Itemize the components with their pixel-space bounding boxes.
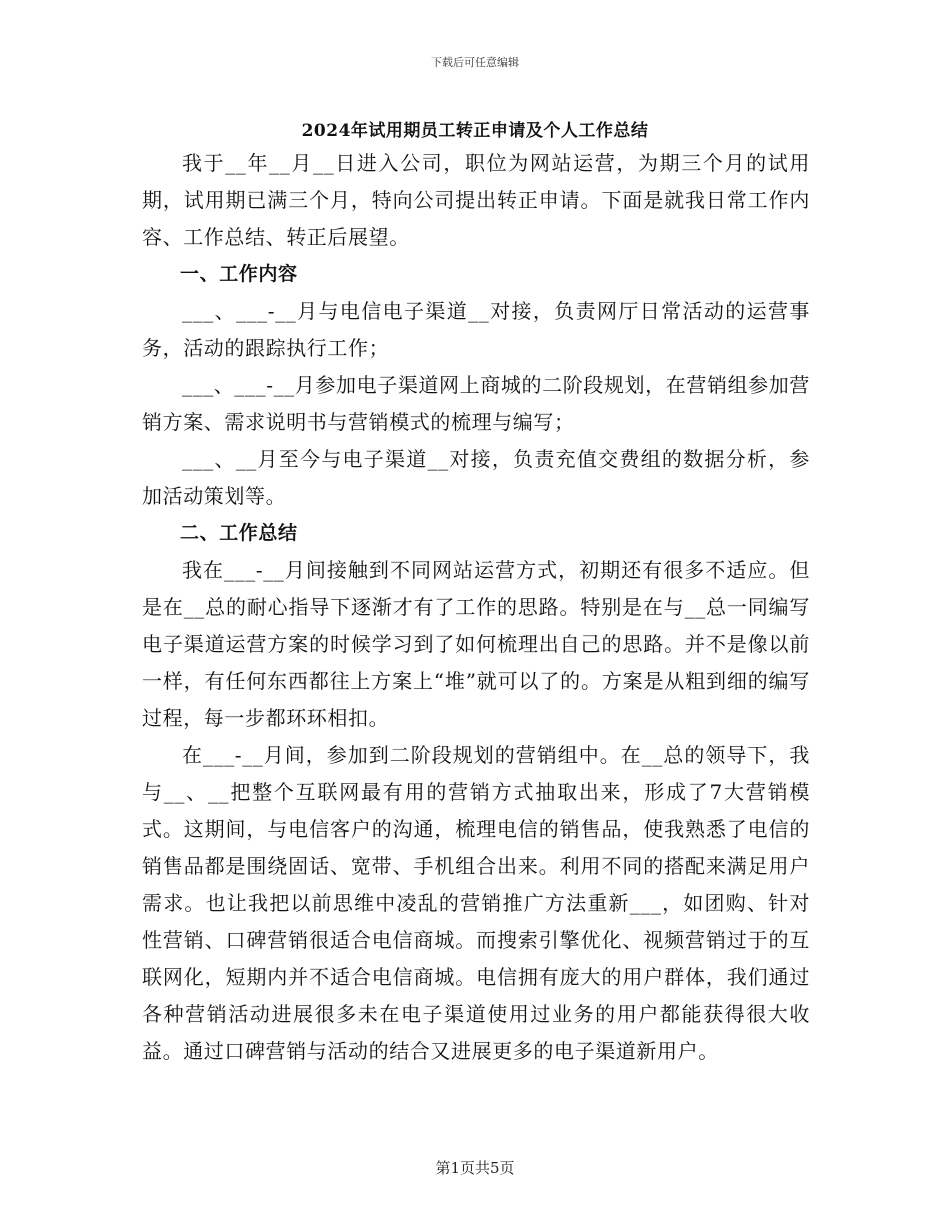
work-summary-paragraph-2: 在___-__月间，参加到二阶段规划的营销组中。在__总的领导下，我与__、__把整个互联网最有用的营销方式抽取出来，形成了7大营销模式。这期间，与电信客户的沟通，梳理电信的销售品，使我熟悉了电信的销售品都是围绕固话、宽带、手机组合出来。利用不同的搭配来满足用户需求。也让我把以前思维中凌乱的营销推广方法重新___，如团购、针对性营销、口碑营销很适合电信商城。而搜索引擎优化、视频营销过于的互联网化，短期内并不适合电信商城。电信拥有庞大的用户群体，我们通过各种营销活动进展很多未在电子渠道使用过业务的用户都能获得很大收益。通过口碑营销与活动的结合又进展更多的电子渠道新用户。 — [142, 743, 810, 1063]
work-content-item-2: ___、___-__月参加电子渠道网上商城的二阶段规划，在营销组参加营销方案、需求说明书与营销模式的梳理与编写； — [142, 373, 810, 434]
work-content-item-1: ___、___-__月与电信电子渠道__对接，负责网厅日常活动的运营事务，活动的跟踪执行工作； — [142, 299, 810, 360]
section-heading-work-summary: 二、工作总结 — [180, 522, 298, 544]
document-title: 2024年试用期员工转正申请及个人工作总结 — [301, 121, 649, 141]
page-header-note: 下载后可任意编辑 — [431, 56, 519, 69]
section-heading-work-content: 一、工作内容 — [180, 263, 298, 285]
work-summary-paragraph-1: 我在___-__月间接触到不同网站运营方式，初期还有很多不适应。但是在__总的耐心指导下逐渐才有了工作的思路。特别是在与__总一同编写电子渠道运营方案的时候学习到了如何梳理出自己的思路。并不是像以前一样，有任何东西都往上方案上“堆”就可以了的。方案是从粗到细的编写过程，每一步都环环相扣。 — [142, 558, 810, 730]
document-body — [142, 145, 810, 1070]
page-number-footer: 第1页共5页 — [435, 1159, 515, 1177]
work-content-item-3: ___、__月至今与电子渠道__对接，负责充值交费组的数据分析，参加活动策划等。 — [142, 447, 810, 508]
intro-paragraph: 我于__年__月__日进入公司，职位为网站运营，为期三个月的试用期，试用期已满三个月，特向公司提出转正申请。下面是就我日常工作内容、工作总结、转正后展望。 — [142, 151, 810, 249]
